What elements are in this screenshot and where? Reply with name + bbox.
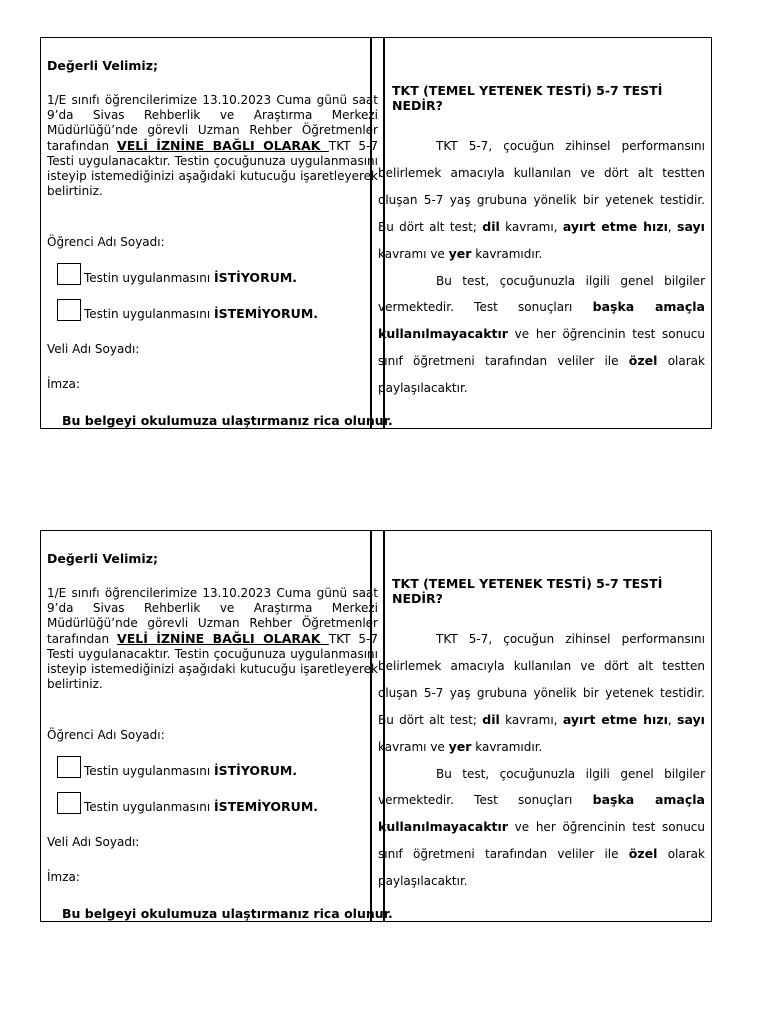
info-text: TKT 5-7, çocuğun zihinsel performansını belirlemek amacıyla kullanılan ve dört alt testten oluşan 5-7 yaş grubuna yönelik bir yetenek testidir. Bu dört alt test; [378,632,705,727]
decline-option-text: Testin uygulanmasını [84,307,214,321]
intro-text-end: TKT 5-7 Testi uygulanacaktır. Testin çocuğunuza uygulanmasını isteyip istemediğinizi aşağıdaki kutucuğu işaretleyerek belirtiniz. [47,632,378,691]
decline-checkbox[interactable] [57,299,81,321]
info-bold: yer [448,245,472,261]
info-bold: başka amaçla kullanılmayacaktır [378,792,705,835]
accept-option-text: Testin uygulanmasını [84,271,214,285]
intro-text-start: 1/E sınıfı öğrencilerimize 13.10.2023 Cuma günü saat 9’da Sivas Rehberlik ve Araştırma Merkezi Müdürlüğü’nde görevli Uzman Rehber Öğretmenler tarafından [47,93,378,153]
info-text: kavramı ve [378,246,449,261]
info-text: olarak paylaşılacaktır. [378,847,705,889]
decline-option-bold: İSTEMİYORUM. [214,799,319,814]
info-text: olarak paylaşılacaktır. [378,354,705,396]
consent-form-1 [40,37,712,429]
info-text: Bu test, çocuğunuzla ilgili genel bilgiler vermektedir. Test sonuçları [378,766,705,808]
intro-text-start: 1/E sınıfı öğrencilerimize 13.10.2023 Cuma günü saat 9’da Sivas Rehberlik ve Araştırma Merkezi Müdürlüğü’nde görevli Uzman Rehber Öğretmenler tarafından [47,586,378,646]
info-text: , [667,219,678,234]
parent-name-label: Veli Adı Soyadı: [47,342,140,356]
intro-paragraph [47,586,378,692]
info-bold: sayı [677,218,705,234]
info-text: Bu test, çocuğunuzla ilgili genel bilgiler vermektedir. Test sonuçları [378,273,705,315]
student-name-label: Öğrenci Adı Soyadı: [47,728,165,742]
accept-option-text: Testin uygulanmasını [84,764,214,778]
info-body [378,626,705,895]
info-bold: özel [628,846,658,862]
info-text: , [667,712,678,727]
signature-label: İmza: [47,870,80,884]
info-bold: dil [482,218,500,234]
info-text: kavramıdır. [471,739,543,754]
info-paragraph-2 [378,761,705,896]
consent-form-2 [40,530,712,922]
intro-emphasis: VELİ İZNİNE BAĞLI OLARAK [117,138,329,153]
info-bold: başka amaçla kullanılmayacaktır [378,299,705,342]
accept-option [84,270,297,286]
info-bold: sayı [677,711,705,727]
intro-text-end: TKT 5-7 Testi uygulanacaktır. Testin çocuğunuza uygulanmasını isteyip istemediğinizi aşağıdaki kutucuğu işaretleyerek belirtiniz. [47,139,378,198]
return-notice: Bu belgeyi okulumuza ulaştırmanız rica olunur. [62,413,393,428]
info-paragraph-2 [378,268,705,403]
intro-paragraph [47,93,378,199]
info-bold: yer [448,738,472,754]
info-text: kavramıdır. [471,246,543,261]
accept-checkbox[interactable] [57,756,81,778]
greeting: Değerli Velimiz; [47,551,158,566]
accept-option [84,763,297,779]
info-bold: özel [628,353,658,369]
info-paragraph-1 [378,626,705,761]
info-title: TKT (TEMEL YETENEK TESTİ) 5-7 TESTİ NEDİR? [392,576,663,606]
info-body [378,133,705,402]
info-bold: ayırt etme hızı [562,218,668,234]
greeting: Değerli Velimiz; [47,58,158,73]
info-paragraph-1 [378,133,705,268]
student-name-label: Öğrenci Adı Soyadı: [47,235,165,249]
info-text: kavramı ve [378,739,449,754]
info-text: TKT 5-7, çocuğun zihinsel performansını belirlemek amacıyla kullanılan ve dört alt testten oluşan 5-7 yaş grubuna yönelik bir yetenek testidir. Bu dört alt test; [378,139,705,234]
decline-checkbox[interactable] [57,792,81,814]
decline-option-text: Testin uygulanmasını [84,800,214,814]
signature-label: İmza: [47,377,80,391]
info-text: ve her öğrencinin test sonucu sınıf öğretmeni tarafından veliler ile [378,820,705,862]
accept-option-bold: İSTİYORUM. [214,270,298,285]
accept-checkbox[interactable] [57,263,81,285]
decline-option [84,799,318,815]
parent-name-label: Veli Adı Soyadı: [47,835,140,849]
info-text: kavramı, [499,712,563,727]
info-text: kavramı, [499,219,563,234]
info-title: TKT (TEMEL YETENEK TESTİ) 5-7 TESTİ NEDİR? [392,83,663,113]
decline-option-bold: İSTEMİYORUM. [214,306,319,321]
info-text: ve her öğrencinin test sonucu sınıf öğretmeni tarafından veliler ile [378,327,705,369]
accept-option-bold: İSTİYORUM. [214,763,298,778]
info-bold: ayırt etme hızı [562,711,668,727]
info-bold: dil [482,711,500,727]
return-notice: Bu belgeyi okulumuza ulaştırmanız rica olunur. [62,906,393,921]
decline-option [84,306,318,322]
intro-emphasis: VELİ İZNİNE BAĞLI OLARAK [117,631,329,646]
